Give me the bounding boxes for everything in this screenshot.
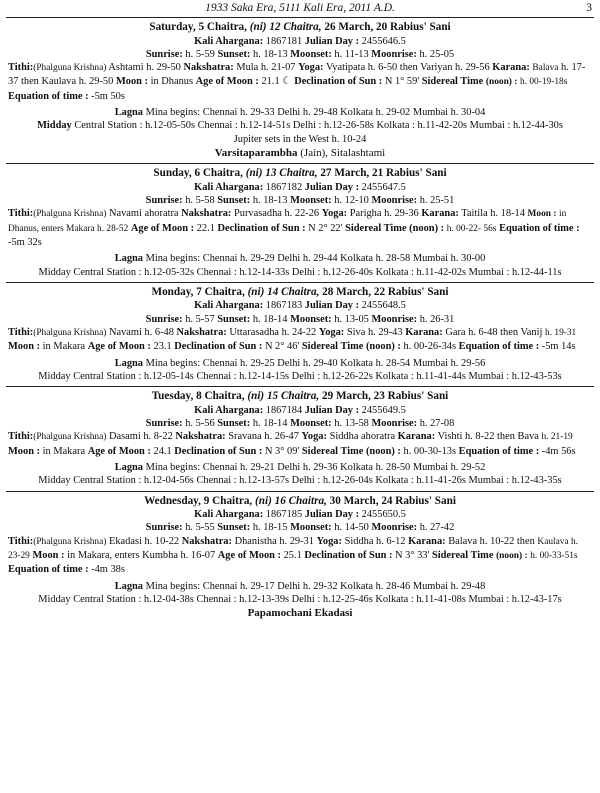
day-entry-tuesday bbox=[6, 387, 594, 491]
panchanga-details: Tithi:(Phalguna Krishna) Navami h. 6-48 Nakshatra: Uttarasadha h. 24-22 Yoga: Siva h. 29-43 Karana: Gara h. 6-48 then Vanij h. 19-31 Moon : in Makara Age of Moon : 23.1 Declination of Sun : N 2° 46' Sidereal Time (noon) : h. 00-26-34s Equation of time : -5m 14s bbox=[8, 327, 577, 353]
ahargana-line: Kali Ahargana: 1867182 Julian Day : 2455647.5 bbox=[194, 181, 406, 193]
day-entry-saturday bbox=[6, 18, 594, 164]
festival-name: Papamochani Ekadasi bbox=[247, 607, 353, 620]
festival-name: Varsitaparambha (Jain), Sitalashtami bbox=[214, 146, 386, 159]
day-entry-sunday bbox=[6, 164, 594, 283]
midday-line: Midday Central Station : h.12-05-32s Chennai : h.12-14-33s Delhi : h.12-26-40s Kolkata : h.11-42-02s Mumbai : h.12-44-11s bbox=[38, 266, 562, 278]
moon-crescent-icon: ☾ bbox=[282, 76, 292, 88]
panchanga-details: Tithi:(Phalguna Krishna) Ekadasi h. 10-22 Nakshatra: Dhanistha h. 29-31 Yoga: Siddha h. 6-12 Karana: Balava h. 10-22 then Kaulava h. 23-29 Moon : in Makara, enters Kumbha h. 16-07 Age of Moon : 25.1 Declination of Sun : N 3° 33' Sidereal Time (noon) : h. 00-33-51s Equation of time : -4m 38s bbox=[8, 535, 579, 576]
panchanga-details: Tithi:(Phalguna Krishna) Dasami h. 8-22 Nakshatra: Sravana h. 26-47 Yoga: Siddha ahoratra Karana: Vishti h. 8-22 then Bava h. 21-19 Moon : in Makara Age of Moon : 24.1 Declination of Sun : N 3° 09' Sidereal Time (noon) : h. 00-30-13s Equation of time : -4m 56s bbox=[8, 431, 576, 457]
lagna-line: Lagna Mina begins: Chennai h. 29-33 Delhi h. 29-48 Kolkata h. 29-02 Mumbai h. 30-04 bbox=[114, 106, 486, 118]
lagna-line: Lagna Mina begins: Chennai h. 29-21 Delhi h. 29-36 Kolkata h. 28-50 Mumbai h. 29-52 bbox=[114, 461, 486, 473]
day-title: Saturday, 5 Chaitra, (ni) 12 Chaitra, 26 March, 20 Rabius' Sani bbox=[149, 21, 451, 33]
sun-moon-times: Sunrise: h. 5-55 Sunset: h. 18-15 Moonset: h. 14-50 Moonrise: h. 27-42 bbox=[145, 522, 455, 534]
header-title: 1933 Saka Era, 5111 Kali Era, 2011 A.D. bbox=[205, 2, 395, 14]
sun-moon-times: Sunrise: h. 5-57 Sunset: h. 18-14 Moonset: h. 13-05 Moonrise: h. 26-31 bbox=[145, 313, 455, 325]
lagna-line: Lagna Mina begins: Chennai h. 29-25 Delhi h. 29-40 Kolkata h. 28-54 Mumbai h. 29-56 bbox=[114, 357, 486, 369]
page-number: 3 bbox=[586, 2, 592, 14]
lagna-line: Lagna Mina begins: Chennai h. 29-17 Delhi h. 29-32 Kolkata h. 28-46 Mumbai h. 29-48 bbox=[114, 580, 486, 592]
day-title: Wednesday, 9 Chaitra, (ni) 16 Chaitra, 30 March, 24 Rabius' Sani bbox=[144, 494, 456, 507]
day-title: Tuesday, 8 Chaitra, (ni) 15 Chaitra, 29 March, 23 Rabius' Sani bbox=[151, 390, 449, 403]
panchanga-details: Tithi:(Phalguna Krishna) Navami ahoratra Nakshatra: Purvasadha h. 22-26 Yoga: Parigha h. 29-36 Karana: Taitila h. 18-14 Moon : in Dhanus, enters Makara h. 28-52 Age of Moon : 22.1 Declination of Sun : N 2° 22' Sidereal Time (noon) : h. 00-22- 56s Equation of time : -5m 32s bbox=[8, 208, 580, 249]
midday-line: Midday Central Station : h.12-04-38s Chennai : h.12-13-39s Delhi : h.12-25-46s Kolkata : h.11-41-08s Mumbai : h.12-43-17s bbox=[38, 593, 562, 605]
sun-moon-times: Sunrise: h. 5-58 Sunset: h. 18-13 Moonset: h. 12-10 Moonrise: h. 25-51 bbox=[145, 195, 455, 207]
ahargana-line: Kali Ahargana: 1867184 Julian Day : 2455649.5 bbox=[194, 404, 406, 416]
sun-moon-times: Sunrise: h. 5-56 Sunset: h. 18-14 Moonset: h. 13-58 Moonrise: h. 27-08 bbox=[145, 418, 455, 430]
day-title: Sunday, 6 Chaitra, (ni) 13 Chaitra, 27 March, 21 Rabius' Sani bbox=[153, 167, 447, 180]
event-note: Jupiter sets in the West h. 10-24 bbox=[233, 133, 367, 145]
panchanga-details: Tithi:(Phalguna Krishna) Ashtami h. 29-50 Nakshatra: Mula h. 21-07 Yoga: Vyatipata h. 6-50 then Variyan h. 29-56 Karana: Balava h. 17-37 then Kaulava h. 29-50 Moon : in Dhanus Age of Moon : 21.1 ☾ Declination of Sun : N 1° 59' Sidereal Time (noon) : h. 00-19-18s Equation of time : -5m 50s bbox=[8, 62, 586, 102]
day-title: Monday, 7 Chaitra, (ni) 14 Chaitra, 28 March, 22 Rabius' Sani bbox=[151, 285, 449, 298]
ahargana-line: Kali Ahargana: 1867183 Julian Day : 2455648.5 bbox=[194, 300, 406, 312]
midday-line: Midday Central Station : h.12-05-14s Chennai : h.12-14-15s Delhi : h.12-26-22s Kolkata : h.11-41-44s Mumbai : h.12-43-53s bbox=[38, 370, 562, 382]
midday-line: Midday Central Station : h.12-04-56s Chennai : h.12-13-57s Delhi : h.12-26-04s Kolkata : h.11-41-26s Mumbai : h.12-43-35s bbox=[38, 475, 562, 487]
day-entry-wednesday bbox=[6, 492, 594, 624]
page-header bbox=[6, 0, 594, 18]
day-entry-monday bbox=[6, 283, 594, 387]
ahargana-line: Kali Ahargana: 1867181 Julian Day : 2455646.5 bbox=[194, 35, 406, 47]
ahargana-line: Kali Ahargana: 1867185 Julian Day : 2455650.5 bbox=[194, 509, 406, 521]
midday-line: Midday Central Station : h.12-05-50s Chennai : h.12-14-51s Delhi : h.12-26-58s Kolkata : h.11-42-20s Mumbai : h.12-44-30s bbox=[37, 120, 563, 132]
lagna-line: Lagna Mina begins: Chennai h. 29-29 Delhi h. 29-44 Kolkata h. 28-58 Mumbai h. 30-00 bbox=[114, 253, 486, 265]
sun-moon-times: Sunrise: h. 5-59 Sunset: h. 18-13 Moonset: h. 11-13 Moonrise: h. 25-05 bbox=[145, 48, 455, 60]
